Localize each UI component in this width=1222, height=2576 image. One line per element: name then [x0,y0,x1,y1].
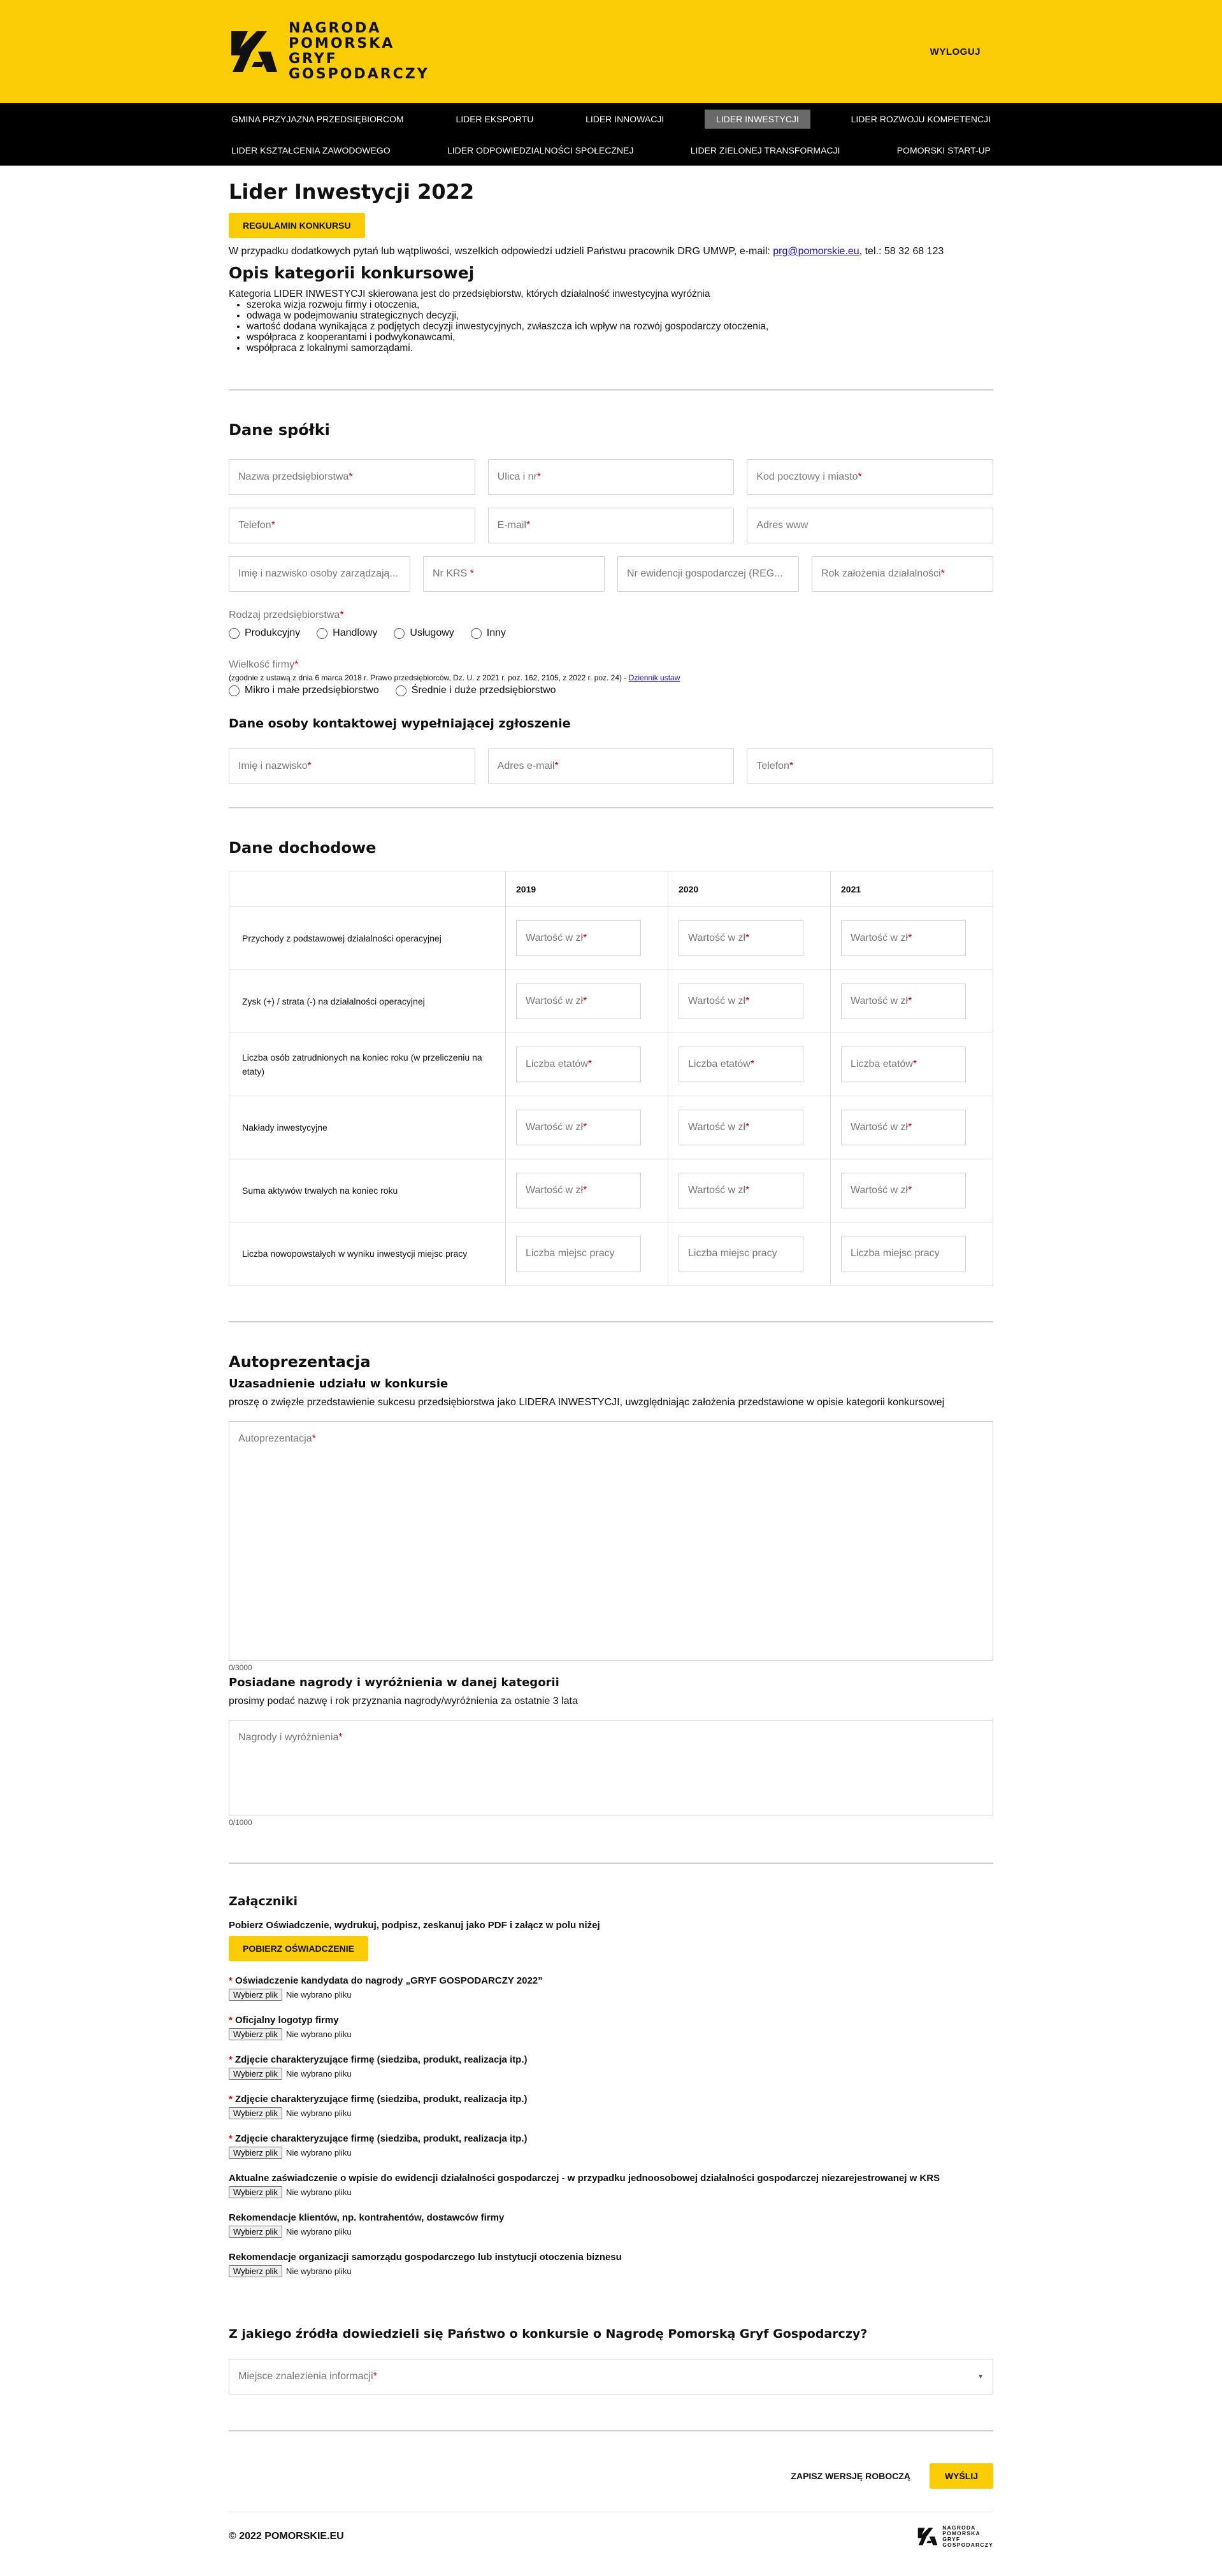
income-input[interactable]: Wartość w zł * [516,1110,641,1145]
category-point: • szeroka wizja rozwoju firmy i otoczenia, [247,299,993,310]
income-header-empty [229,871,506,907]
income-input[interactable]: Liczba etatów * [679,1047,803,1082]
income-cell [668,1222,831,1285]
income-cell [668,1033,831,1096]
income-cell [506,1159,668,1222]
income-input[interactable]: Liczba miejsc pracy [516,1236,641,1271]
choose-file-button[interactable]: Wybierz plik [229,2107,282,2119]
income-input[interactable]: Wartość w zł * [841,920,966,956]
send-button[interactable]: WYŚLIJ [930,2463,993,2489]
logout-link[interactable]: WYLOGUJ [930,46,981,57]
logo-line: GOSPODARCZY [942,2542,993,2548]
category-point: • współpraca z lokalnymi samorządami. [247,343,993,354]
company-section-title: Dane spółki [229,421,330,439]
dropdown-arrow-icon: ▼ [977,2373,984,2380]
file-upload [229,2028,993,2040]
file-upload [229,2107,993,2119]
income-row-label: Liczba nowopowstałych w wyniku inwestycji miejsc pracy [229,1222,506,1285]
file-upload [229,2147,993,2159]
income-row [229,1096,993,1159]
site-header [0,0,1222,103]
income-input[interactable]: Liczba etatów * [516,1047,641,1082]
no-file-text: Nie wybrano pliku [285,2029,352,2039]
radio-circle-icon[interactable] [396,685,406,696]
company-row-2 [229,508,993,543]
self-section-title: Autoprezentacja [229,1353,371,1371]
law-link[interactable]: Dziennik ustaw [628,673,680,682]
nav-item-lider-ksztalcenia[interactable]: LIDER KSZTAŁCENIA ZAWODOWEGO [231,145,391,155]
source-select[interactable]: Miejsce znalezienia informacji* ▼ [229,2359,993,2394]
income-cell [506,1222,668,1285]
radio-circle-icon[interactable] [317,628,327,639]
no-file-text: Nie wybrano pliku [285,2069,352,2079]
file-upload [229,1989,993,2001]
gryf-logo-icon [917,2526,938,2547]
income-cell [831,907,993,970]
contact-email-link[interactable]: prg@pomorskie.eu [773,246,859,257]
nav-item-lider-eksportu[interactable]: LIDER EKSPORTU [456,113,534,124]
income-section-title: Dane dochodowe [229,839,377,857]
income-input[interactable]: Wartość w zł * [679,1173,803,1208]
attachment-label: * Oświadczenie kandydata do nagrody „GRYF GOSPODARCZY 2022” [229,1975,543,1986]
income-row-label: Zysk (+) / strata (-) na działalności operacyjnej [229,970,506,1033]
download-note: Pobierz Oświadczenie, wydrukuj, podpisz, zeskanuj jako PDF i załącz w polu niżej [229,1920,600,1931]
income-input[interactable]: Wartość w zł * [516,1173,641,1208]
logo-line: NAGRODA [942,2524,976,2531]
income-row-label: Liczba osób zatrudnionych na koniec roku (w przeliczeniu na etaty) [229,1033,506,1096]
income-cell [668,1096,831,1159]
attachments-title: Załączniki [229,1894,298,1908]
divider [229,389,993,390]
contact-info [229,246,993,257]
phone-field[interactable]: Telefon * [229,508,475,543]
radio-circle-icon[interactable] [229,685,240,696]
contact-section-title: Dane osoby kontaktowej wypełniającej zgłoszenie [229,717,571,731]
radio-circle-icon[interactable] [471,628,482,639]
attachment-label: * Oficjalny logotyp firmy [229,2015,339,2026]
contact-row [229,748,993,784]
category-lead: Kategoria LIDER INWESTYCJI skierowana jest do przedsiębiorstw, których działalność inwestycyjna wyróżnia [229,289,710,299]
income-header-row [229,871,993,907]
site-footer [229,2512,993,2567]
radio-circle-icon[interactable] [229,628,240,639]
no-file-text: Nie wybrano pliku [285,1990,352,2000]
income-input[interactable]: Wartość w zł * [679,984,803,1019]
nav-row-2 [229,134,993,166]
logo-line: GOSPODARCZY [289,66,429,82]
company-size-note: (zgodnie z ustawą z dnia 6 marca 2018 r. Prawo przedsiębiorców, Dz. U. z 2021 r. poz. 162, 2105, z 2022 r. poz. 24) - Dziennik ustaw [229,673,680,682]
radio-srednie-duze[interactable]: Średnie i duże przedsiębiorstwo [396,685,556,696]
street-field[interactable]: Ulica i nr * [488,459,735,495]
income-cell [668,907,831,970]
income-cell [831,1222,993,1285]
rules-button[interactable]: REGULAMIN KONKURSU [229,213,365,238]
income-row-label: Nakłady inwestycyjne [229,1096,506,1159]
company-type-label: Rodzaj przedsiębiorstwa* [229,610,344,620]
category-description [229,289,993,354]
file-upload [229,2068,993,2080]
awards-textarea[interactable]: Nagrody i wyróżnienia* [229,1720,993,1815]
income-row-label: Przychody z podstawowej działalności operacyjnej [229,907,506,970]
source-question: Z jakiego źródła dowiedzieli się Państwo o konkursie o Nagrodę Pomorską Gryf Gospodarczy? [229,2327,868,2341]
category-point: • współpraca z kooperantami i podwykonawcami, [247,332,993,343]
q2-title: Posiadane nagrody i wyróżnienia w danej kategorii [229,1676,559,1689]
income-input[interactable]: Liczba miejsc pracy [841,1236,966,1271]
contact-name-field[interactable]: Imię i nazwisko * [229,748,475,784]
self-presentation-textarea[interactable]: Autoprezentacja* [229,1421,993,1661]
company-row-3 [229,556,993,592]
nav-item-startup[interactable]: POMORSKI START-UP [896,145,991,155]
logo-line: POMORSKA [289,36,395,52]
income-cell [506,970,668,1033]
no-file-text: Nie wybrano pliku [285,2266,352,2276]
contact-phone-field[interactable]: Telefon * [747,748,993,784]
regon-field[interactable]: Nr ewidencji gospodarczej (REG... [617,556,799,592]
income-input[interactable]: Wartość w zł * [841,1110,966,1145]
choose-file-button[interactable]: Wybierz plik [229,2265,282,2277]
email-field[interactable]: E-mail * [488,508,735,543]
income-input[interactable]: Wartość w zł * [841,1173,966,1208]
file-upload [229,2226,993,2238]
form-actions [229,2463,993,2489]
attachment-label: * Zdjęcie charakteryzujące firmę (siedziba, produkt, realizacja itp.) [229,2094,528,2105]
category-point: • odwaga w podejmowaniu strategicznych decyzji, [247,310,993,321]
income-input[interactable]: Wartość w zł * [679,1110,803,1145]
no-file-text: Nie wybrano pliku [285,2108,352,2118]
year-header: 2019 [506,871,668,907]
q2-counter: 0/1000 [229,1818,252,1827]
income-cell [506,1033,668,1096]
no-file-text: Nie wybrano pliku [285,2148,352,2157]
income-input[interactable]: Wartość w zł * [841,984,966,1019]
income-row [229,970,993,1033]
footer-logo[interactable] [917,2525,993,2548]
krs-field[interactable]: Nr KRS * [423,556,605,592]
logo-line: GRYF [289,51,338,67]
nav-item-lider-innowacji[interactable]: LIDER INNOWACJI [586,113,665,124]
income-cell [831,1033,993,1096]
main-content [229,180,993,2567]
income-input[interactable]: Wartość w zł * [516,920,641,956]
income-cell [506,907,668,970]
info-phone: , tel.: 58 32 68 123 [859,246,944,257]
divider [229,1321,993,1322]
income-row [229,1159,993,1222]
no-file-text: Nie wybrano pliku [285,2187,352,2197]
radio-uslugowy[interactable]: Usługowy [394,627,454,639]
q1-counter: 0/3000 [229,1663,252,1672]
company-name-field[interactable]: Nazwa przedsiębiorstwa * [229,459,475,495]
site-logo[interactable] [229,21,429,82]
divider [229,1863,993,1864]
q1-subtitle: proszę o zwięzłe przedstawienie sukcesu przedsiębiorstwa jako LIDERA INWESTYCJI, uwzględniając założenia przedstawione w opisie kategorii konkursowej [229,1397,945,1408]
logo-line: POMORSKA [942,2530,981,2537]
radio-produkcyjny[interactable]: Produkcyjny [229,627,300,639]
divider [229,807,993,808]
nav-item-lider-odpowiedzialnosci[interactable]: LIDER ODPOWIEDZIALNOŚCI SPOŁECZNEJ [447,145,634,155]
income-input[interactable]: Liczba miejsc pracy [679,1236,803,1271]
attachment-list [229,1975,993,2277]
income-row [229,1033,993,1096]
info-text: W przypadku dodatkowych pytań lub wątpliwości, wszelkich odpowiedzi udzieli Państwu pracownik DRG UMWP, e-mail: [229,246,773,257]
category-point: • wartość dodana wynikająca z podjętych decyzji inwestycyjnych, zwłaszcza ich wpływ na rozwój gospodarczy otoczenia, [247,321,993,332]
footer-logo-text [942,2525,993,2548]
income-cell [831,970,993,1033]
nav-item-lider-rozwoju[interactable]: LIDER ROZWOJU KOMPETENCJI [851,113,991,124]
contact-email-field[interactable]: Adres e-mail * [488,748,735,784]
file-upload [229,2265,993,2277]
q2-subtitle: prosimy podać nazwę i rok przyznania nagrody/wyróżnienia za ostatnie 3 lata [229,1696,578,1707]
copyright: © 2022 POMORSKIE.EU [229,2531,344,2542]
income-row [229,1222,993,1285]
file-upload [229,2186,993,2198]
nav-row-1 [229,103,993,134]
income-input[interactable]: Wartość w zł * [679,920,803,956]
nav-item-lider-inwestycji[interactable]: LIDER INWESTYCJI [705,110,810,129]
choose-file-button[interactable]: Wybierz plik [229,1989,282,2001]
logo-line: NAGRODA [289,20,382,36]
logo-line: GRYF [942,2536,961,2542]
company-size-radios [229,685,993,696]
attachment-label: Rekomendacje organizacji samorządu gospodarczego lub instytucji otoczenia biznesu [229,2252,622,2263]
page-title: Lider Inwestycji 2022 [229,180,475,204]
income-body [229,907,993,1285]
year-header: 2021 [831,871,993,907]
choose-file-button[interactable]: Wybierz plik [229,2147,282,2159]
founding-year-field[interactable]: Rok założenia działalności * [812,556,993,592]
choose-file-button[interactable]: Wybierz plik [229,2068,282,2080]
income-input[interactable]: Wartość w zł * [516,984,641,1019]
nav-item-lider-zielonej[interactable]: LIDER ZIELONEJ TRANSFORMACJI [690,145,840,155]
company-type-radios [229,627,993,639]
category-title: Opis kategorii konkursowej [229,264,475,282]
income-cell [831,1096,993,1159]
year-header: 2020 [668,871,831,907]
income-cell [668,1159,831,1222]
nav-item-gmina[interactable]: GMINA PRZYJAZNA PRZEDSIĘBIORCOM [231,113,404,124]
radio-circle-icon[interactable] [394,628,405,639]
radio-inny[interactable]: Inny [471,627,506,639]
divider [229,2430,993,2431]
q1-title: Uzasadnienie udziału w konkursie [229,1377,449,1391]
postal-city-field[interactable]: Kod pocztowy i miasto * [747,459,993,495]
main-nav [0,103,1222,166]
attachment-label: * Zdjęcie charakteryzujące firmę (siedziba, produkt, realizacja itp.) [229,2054,528,2065]
income-input[interactable]: Liczba etatów * [841,1047,966,1082]
choose-file-button[interactable]: Wybierz plik [229,2028,282,2040]
category-points [247,299,993,354]
choose-file-button[interactable]: Wybierz plik [229,2226,282,2238]
attachment-label: Aktualne zaświadczenie o wpisie do ewidencji działalności gospodarczej - w przypadku jednoosobowej działalności gospodarczej niezarejestrowanej w KRS [229,2173,940,2184]
logo-text [289,21,429,82]
radio-handlowy[interactable]: Handlowy [317,627,377,639]
radio-mikro-male[interactable]: Mikro i małe przedsiębiorstwo [229,685,379,696]
choose-file-button[interactable]: Wybierz plik [229,2186,282,2198]
manager-name-field[interactable]: Imię i nazwisko osoby zarządzają... [229,556,410,592]
company-size-label: Wielkość firmy* [229,659,299,670]
save-draft-button[interactable]: ZAPISZ WERSJĘ ROBOCZĄ [791,2471,910,2481]
company-row-1 [229,459,993,495]
no-file-text: Nie wybrano pliku [285,2227,352,2236]
income-cell [831,1159,993,1222]
attachment-label: * Zdjęcie charakteryzujące firmę (siedziba, produkt, realizacja itp.) [229,2133,528,2144]
attachment-label: Rekomendacje klientów, np. kontrahentów, dostawców firmy [229,2212,505,2223]
download-statement-button[interactable]: POBIERZ OŚWIADCZENIE [229,1936,368,1961]
website-field[interactable]: Adres www [747,508,993,543]
income-row-label: Suma aktywów trwałych na koniec roku [229,1159,506,1222]
income-cell [506,1096,668,1159]
gryf-logo-icon [229,26,280,77]
income-table [229,871,993,1285]
income-row [229,907,993,970]
income-cell [668,970,831,1033]
